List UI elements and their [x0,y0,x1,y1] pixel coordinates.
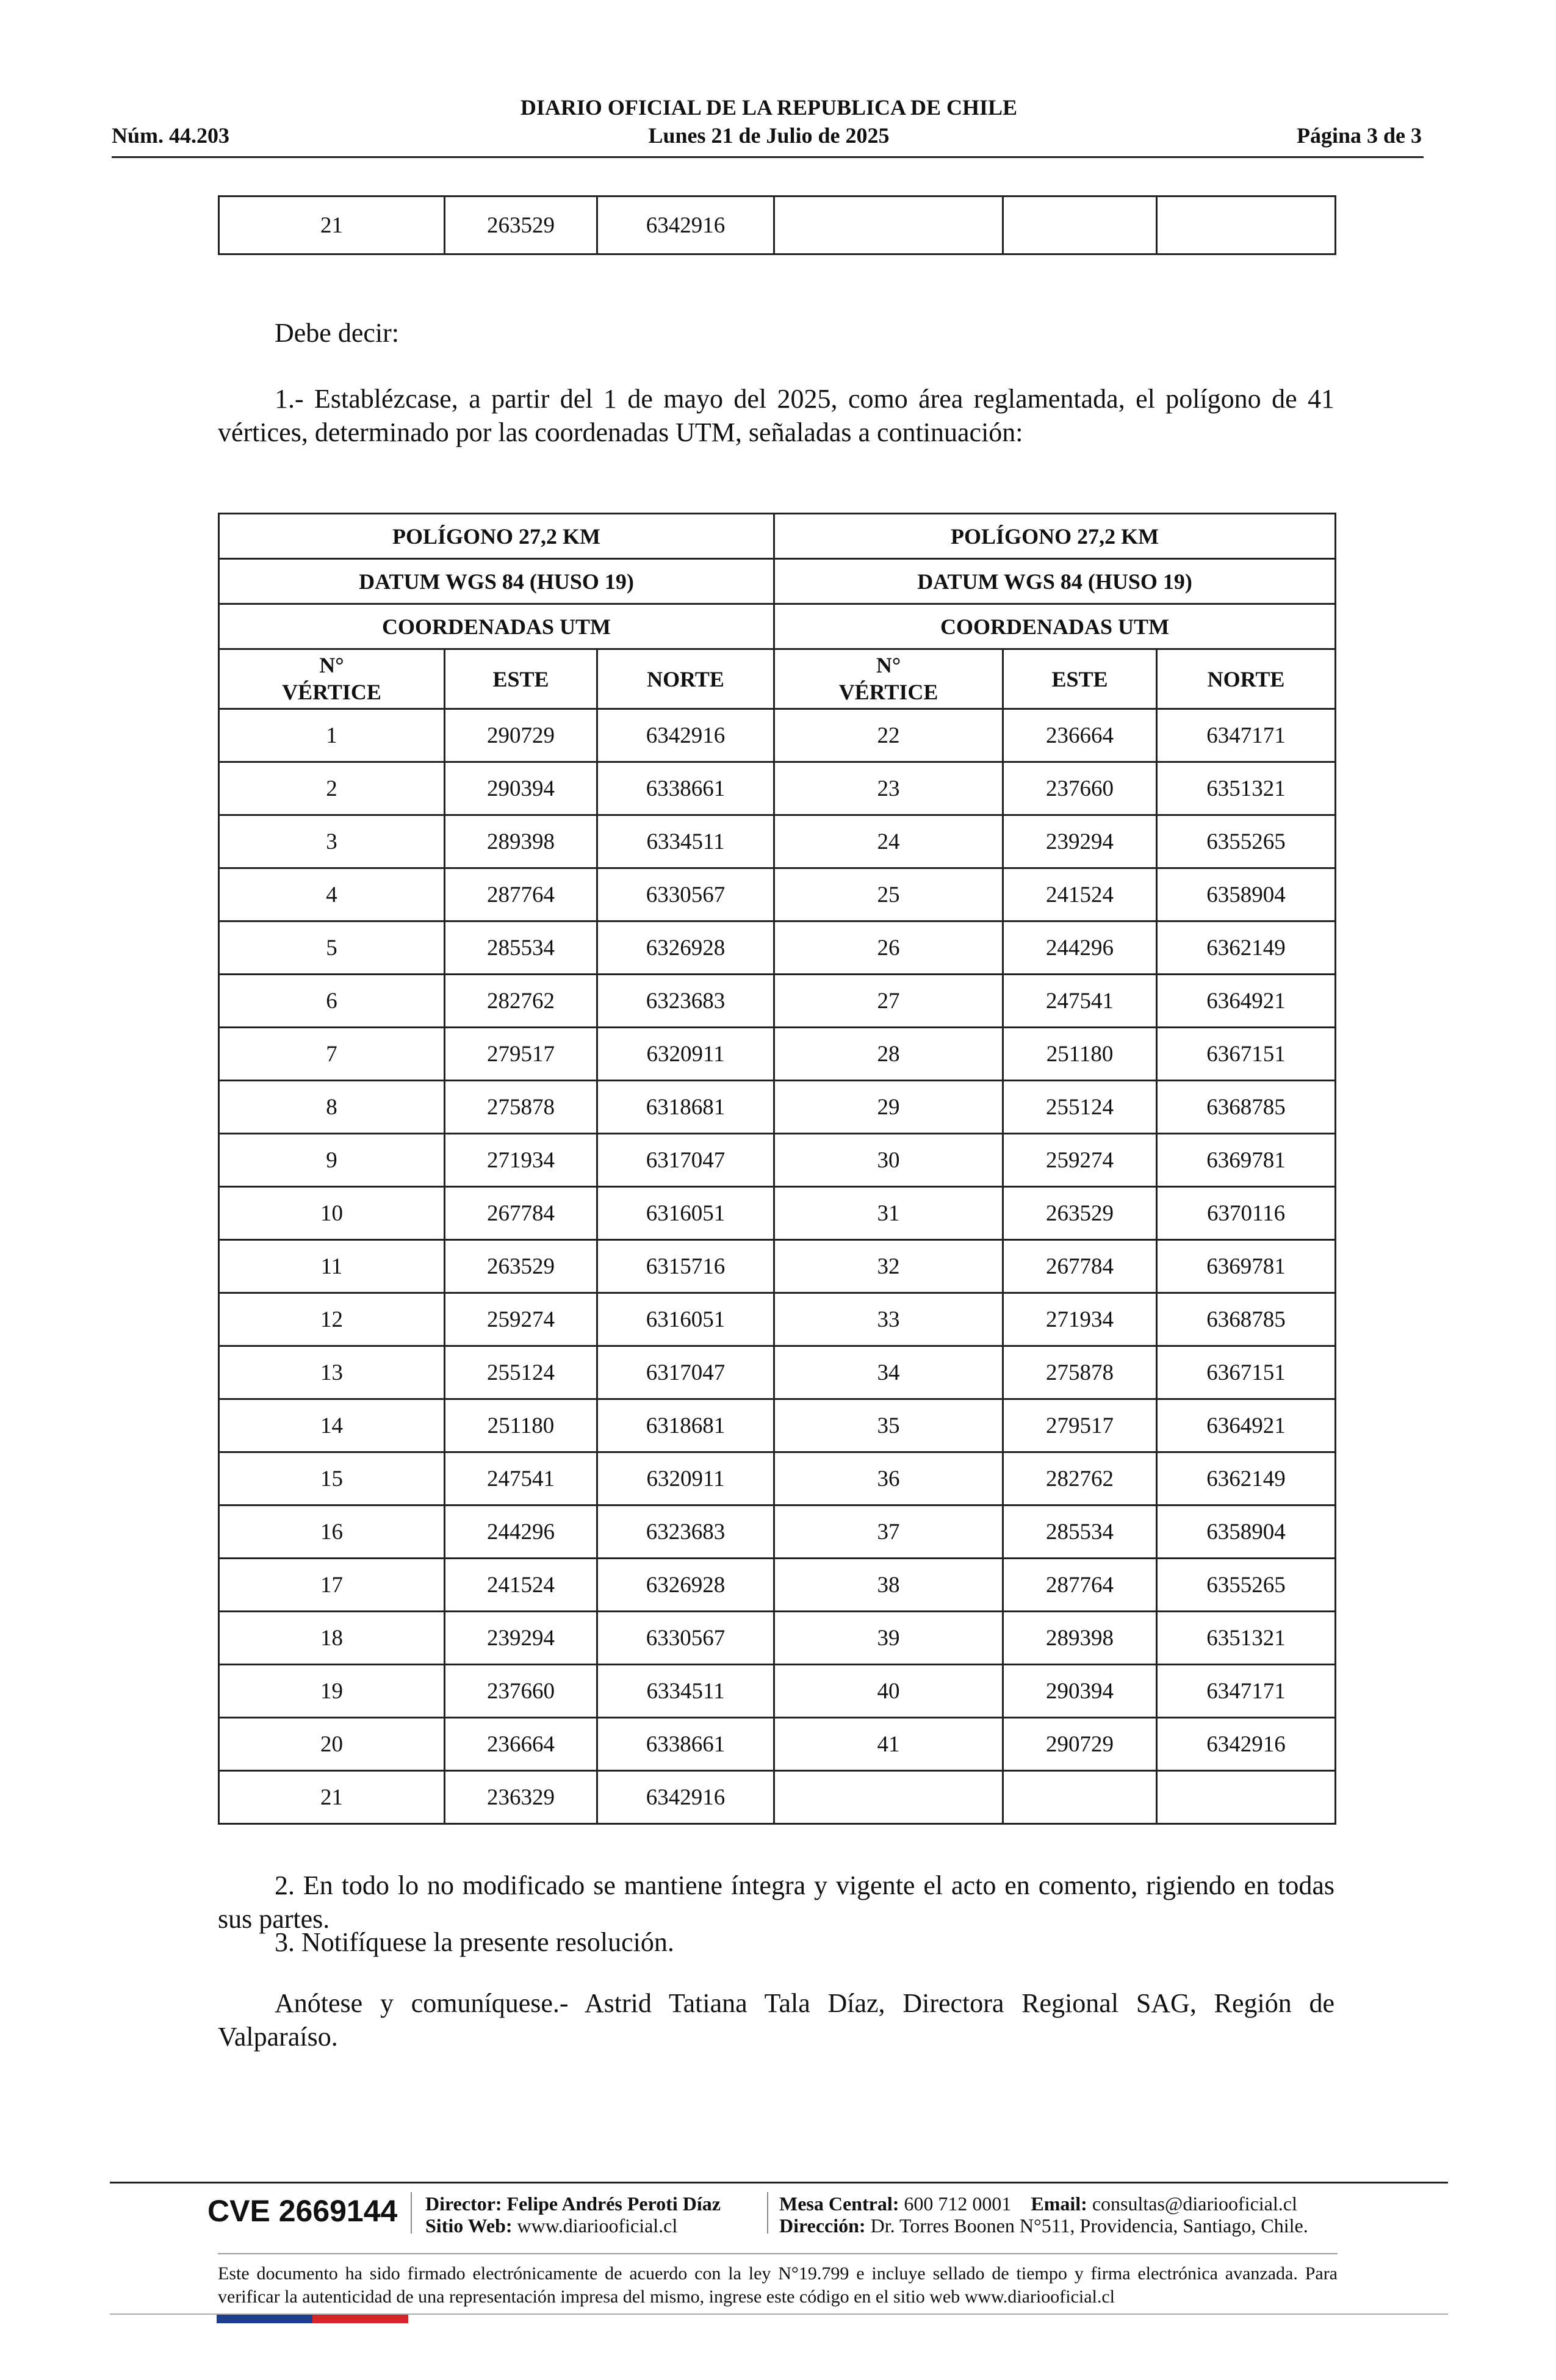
mesa-phone: 600 712 0001 [904,2193,1012,2215]
table-cell: 16 [219,1506,445,1559]
table-cell: 263529 [445,1240,597,1293]
table-row [219,1134,1336,1187]
table-cell: 40 [774,1665,1003,1718]
table-cell [1003,197,1157,254]
table-cell: 271934 [445,1134,597,1187]
table-cell: 39 [774,1612,1003,1665]
table-row [219,1346,1336,1399]
table-cell: 2 [219,762,445,815]
director-line [425,2193,721,2215]
table-row [219,815,1336,868]
closing-signature: Anótese y comuníquese.- Astrid Tatiana Tala Díaz, Directora Regional SAG, Región de Valparaíso. [218,1988,1334,2052]
table-row [219,1081,1336,1134]
column-header-vertice: VÉRTICE [282,679,381,704]
table-cell: 6369781 [1157,1134,1336,1187]
table-cell: 32 [774,1240,1003,1293]
header-divider [112,156,1424,158]
table-cell: 6342916 [597,709,774,762]
table-cell: 6362149 [1157,921,1336,975]
table-cell: 8 [219,1081,445,1134]
table-cell: 282762 [1003,1452,1157,1506]
table-cell: 259274 [445,1293,597,1346]
table-cell: 4 [219,868,445,921]
column-header-este: ESTE [1003,649,1157,709]
table-cell: 27 [774,975,1003,1028]
polygon-header-left: POLÍGONO 27,2 KM [219,514,774,559]
table-cell: 279517 [445,1028,597,1081]
table-cell: 255124 [1003,1081,1157,1134]
table-cell: 6355265 [1157,1559,1336,1612]
table-cell: 279517 [1003,1399,1157,1452]
table-cell: 239294 [445,1612,597,1665]
resolution-paragraph-2: 2. En todo lo no modificado se mantiene íntegra y vigente el acto en comento, rigiendo en todas sus partes. [218,1870,1334,1934]
table-row [219,1559,1336,1612]
table-cell: 259274 [1003,1134,1157,1187]
footer-separator [411,2192,412,2234]
issue-number: Núm. 44.203 [112,123,230,148]
table-cell [1157,1771,1336,1824]
table-column-header-row [219,649,1336,709]
table-cell: 25 [774,868,1003,921]
table-row [219,1452,1336,1506]
table-cell: 30 [774,1134,1003,1187]
table-cell: 6342916 [597,1771,774,1824]
table-row [219,868,1336,921]
debe-decir-label: Debe decir: [275,318,399,348]
table-cell: 5 [219,921,445,975]
table-cell: 275878 [445,1081,597,1134]
table-cell: 251180 [445,1399,597,1452]
newspaper-title: DIARIO OFICIAL DE LA REPUBLICA DE CHILE [520,95,1018,120]
table-cell: 287764 [445,868,597,921]
column-header-vertice: VÉRTICE [838,679,938,704]
table-cell: 6323683 [597,1506,774,1559]
table-cell: 6342916 [597,197,774,254]
table-row [219,1718,1336,1771]
table-cell: 20 [219,1718,445,1771]
table-cell: 267784 [445,1187,597,1240]
electronic-signature-note: Este documento ha sido firmado electrónicamente de acuerdo con la ley N°19.799 e incluye sellado de tiempo y firma electrónica avanzada. Para verificar la autenticidad de una representación impresa del mismo, ingrese este código en el sitio web www.diariooficial.cl [218,2263,1338,2307]
table-cell: 6334511 [597,1665,774,1718]
table-cell: 24 [774,815,1003,868]
column-header-n: N° [876,653,901,678]
table-cell: 285534 [445,921,597,975]
table-cell: 41 [774,1718,1003,1771]
table-cell: 26 [774,921,1003,975]
table-row [219,1506,1336,1559]
website-link[interactable]: www.diariooficial.cl [517,2215,678,2237]
table-cell: 6364921 [1157,975,1336,1028]
issue-date: Lunes 21 de Julio de 2025 [648,123,890,148]
table-cell: 6317047 [597,1134,774,1187]
table-cell: 236664 [445,1718,597,1771]
coordinates-table-body [219,709,1336,1824]
table-cell: 17 [219,1559,445,1612]
flag-stripe-blue [217,2315,312,2323]
table-cell: 6351321 [1157,762,1336,815]
column-header-vertex [774,649,1003,709]
table-cell: 6370116 [1157,1187,1336,1240]
column-header-vertex [219,649,445,709]
table-cell: 241524 [1003,868,1157,921]
table-cell: 6330567 [597,868,774,921]
datum-header-left: DATUM WGS 84 (HUSO 19) [219,559,774,604]
table-cell [1003,1771,1157,1824]
table-cell: 15 [219,1452,445,1506]
address-line [779,2215,1308,2237]
table-cell [1157,197,1336,254]
table-cell: 290729 [445,709,597,762]
table-cell: 11 [219,1240,445,1293]
table-row [219,1665,1336,1718]
table-row [219,1187,1336,1240]
table-cell: 18 [219,1612,445,1665]
column-header-norte: NORTE [1157,649,1336,709]
table-cell: 6347171 [1157,1665,1336,1718]
email-label: Email: [1031,2193,1087,2215]
table-cell: 289398 [1003,1612,1157,1665]
table-cell: 251180 [1003,1028,1157,1081]
table-cell: 19 [219,1665,445,1718]
table-cell: 271934 [1003,1293,1157,1346]
table-cell: 3 [219,815,445,868]
table-cell: 6338661 [597,762,774,815]
table-cell: 290394 [445,762,597,815]
table-cell: 6355265 [1157,815,1336,868]
table-header-row [219,604,1336,649]
table-row [219,921,1336,975]
table-row [219,1240,1336,1293]
table-cell: 285534 [1003,1506,1157,1559]
cve-code: CVE 2669144 [207,2194,398,2228]
table-cell: 282762 [445,975,597,1028]
footer-director-block [425,2193,721,2237]
table-cell: 28 [774,1028,1003,1081]
table-cell: 35 [774,1399,1003,1452]
table-cell: 6330567 [597,1612,774,1665]
table-cell: 6318681 [597,1081,774,1134]
table-row [219,197,1336,254]
flag-stripe-red [312,2315,408,2323]
table-cell: 6318681 [597,1399,774,1452]
table-row [219,1612,1336,1665]
table-cell: 241524 [445,1559,597,1612]
address-label: Dirección: [779,2215,866,2237]
table-row [219,1771,1336,1824]
previous-coordinates-table [218,195,1336,255]
table-header-row [219,559,1336,604]
table-cell: 22 [774,709,1003,762]
table-cell: 237660 [445,1665,597,1718]
resolution-paragraph-1: 1.- Establézcase, a partir del 1 de mayo del 2025, como área reglamentada, el polígono de 41 vértices, determinado por las coordenadas UTM, señaladas a continuación: [218,384,1334,447]
table-cell: 236664 [1003,709,1157,762]
table-cell: 6351321 [1157,1612,1336,1665]
table-cell: 6320911 [597,1028,774,1081]
table-cell: 290394 [1003,1665,1157,1718]
table-cell: 6317047 [597,1346,774,1399]
table-cell: 287764 [1003,1559,1157,1612]
table-cell: 6316051 [597,1293,774,1346]
table-cell: 263529 [445,197,597,254]
table-cell: 13 [219,1346,445,1399]
table-cell: 275878 [1003,1346,1157,1399]
table-cell: 21 [219,1771,445,1824]
table-cell: 37 [774,1506,1003,1559]
email-link[interactable]: consultas@diariooficial.cl [1092,2193,1297,2215]
footer-separator [767,2192,768,2234]
table-row [219,709,1336,762]
column-header-n: N° [319,653,344,678]
table-cell: 6342916 [1157,1718,1336,1771]
table-cell: 38 [774,1559,1003,1612]
table-cell: 6362149 [1157,1452,1336,1506]
utm-header-right: COORDENADAS UTM [774,604,1336,649]
contact-line [779,2193,1308,2215]
table-cell: 33 [774,1293,1003,1346]
table-cell: 247541 [445,1452,597,1506]
table-cell: 6316051 [597,1187,774,1240]
table-cell [774,197,1003,254]
footer-inner-divider [218,2253,1338,2254]
table-cell: 290729 [1003,1718,1157,1771]
table-cell: 237660 [1003,762,1157,815]
table-cell: 289398 [445,815,597,868]
column-header-norte: NORTE [597,649,774,709]
table-cell [774,1771,1003,1824]
table-cell: 267784 [1003,1240,1157,1293]
table-cell: 6320911 [597,1452,774,1506]
resolution-paragraph-3: 3. Notifíquese la presente resolución. [275,1927,674,1957]
table-cell: 6315716 [597,1240,774,1293]
column-header-este: ESTE [445,649,597,709]
table-cell: 247541 [1003,975,1157,1028]
table-cell: 6364921 [1157,1399,1336,1452]
table-cell: 1 [219,709,445,762]
table-cell: 36 [774,1452,1003,1506]
table-cell: 6358904 [1157,1506,1336,1559]
table-cell: 14 [219,1399,445,1452]
table-cell: 6326928 [597,1559,774,1612]
polygon-header-right: POLÍGONO 27,2 KM [774,514,1336,559]
website-label: Sitio Web: [425,2215,513,2237]
table-cell: 6334511 [597,815,774,868]
table-row [219,1293,1336,1346]
table-cell: 255124 [445,1346,597,1399]
table-cell: 6338661 [597,1718,774,1771]
footer-contact-block [779,2193,1308,2237]
table-cell: 6358904 [1157,868,1336,921]
table-cell: 23 [774,762,1003,815]
table-header-row [219,514,1336,559]
table-cell: 244296 [445,1506,597,1559]
table-row [219,762,1336,815]
table-cell: 7 [219,1028,445,1081]
datum-header-right: DATUM WGS 84 (HUSO 19) [774,559,1336,604]
table-row [219,975,1336,1028]
table-cell: 6367151 [1157,1028,1336,1081]
table-cell: 12 [219,1293,445,1346]
table-cell: 9 [219,1134,445,1187]
table-cell: 29 [774,1081,1003,1134]
table-cell: 10 [219,1187,445,1240]
footer-divider [110,2182,1448,2183]
table-cell: 34 [774,1346,1003,1399]
director-label: Director: [425,2193,502,2215]
table-cell: 21 [219,197,445,254]
utm-header-left: COORDENADAS UTM [219,604,774,649]
table-cell: 6323683 [597,975,774,1028]
table-row [219,1028,1336,1081]
table-cell: 6326928 [597,921,774,975]
table-cell: 263529 [1003,1187,1157,1240]
table-cell: 6369781 [1157,1240,1336,1293]
table-row [219,1399,1336,1452]
table-cell: 6347171 [1157,709,1336,762]
page-indicator: Página 3 de 3 [1296,123,1422,148]
table-cell: 6368785 [1157,1081,1336,1134]
table-cell: 31 [774,1187,1003,1240]
table-cell: 239294 [1003,815,1157,868]
table-cell: 6367151 [1157,1346,1336,1399]
table-cell: 6 [219,975,445,1028]
table-cell: 6368785 [1157,1293,1336,1346]
address-value: Dr. Torres Boonen N°511, Providencia, Santiago, Chile. [870,2215,1308,2237]
table-cell: 244296 [1003,921,1157,975]
mesa-label: Mesa Central: [779,2193,899,2215]
coordinates-table [218,513,1336,1825]
table-cell: 236329 [445,1771,597,1824]
website-line [425,2215,721,2237]
director-name: Felipe Andrés Peroti Díaz [506,2193,721,2215]
